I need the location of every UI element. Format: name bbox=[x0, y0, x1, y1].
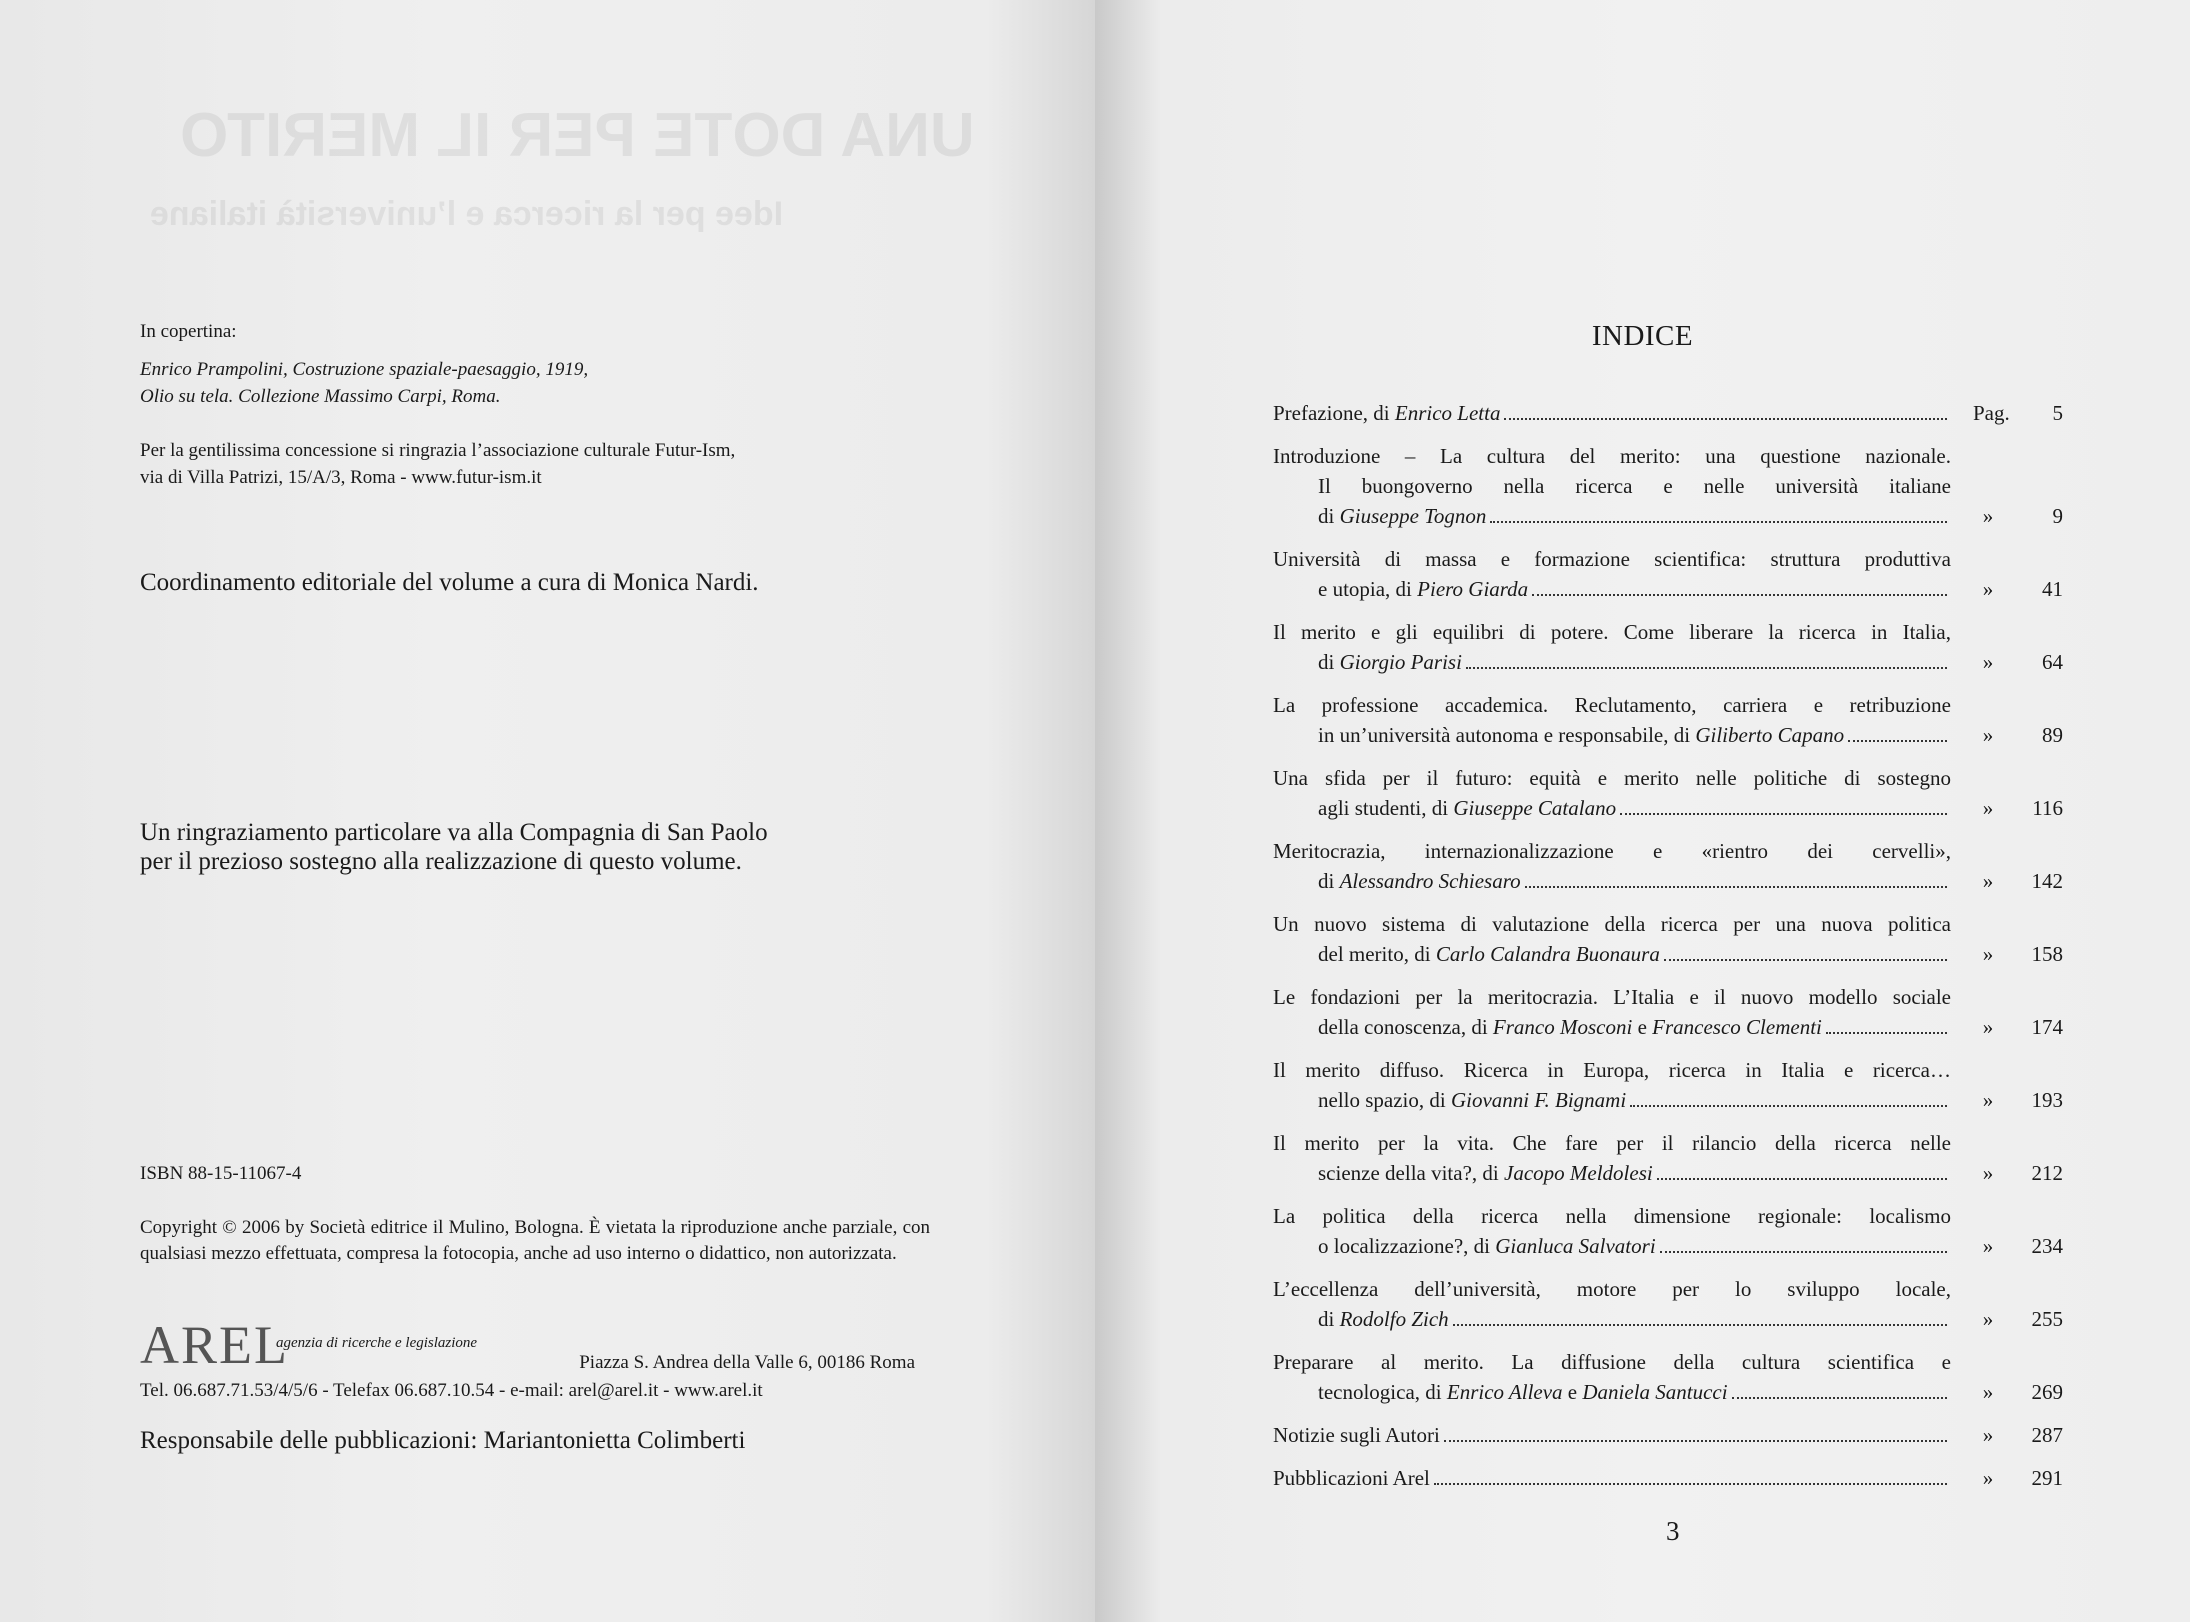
toc-entry-author-line bbox=[1318, 1304, 1449, 1334]
leader-dots bbox=[1826, 1031, 1947, 1034]
toc-entry bbox=[1273, 690, 2063, 750]
toc-entry-title: Un nuovo sistema di valutazione della ricerca per una nuova politica bbox=[1273, 912, 1951, 936]
isbn: ISBN 88-15-11067-4 bbox=[140, 1163, 302, 1184]
toc-page-number: 116 bbox=[2032, 796, 2063, 820]
toc-entry-title: Università di massa e formazione scientifica: struttura produttiva bbox=[1273, 547, 1951, 571]
toc-text: Notizie sugli Autori bbox=[1273, 1423, 1440, 1447]
toc-text: e bbox=[1632, 1015, 1653, 1039]
leader-dots bbox=[1848, 739, 1947, 742]
leader-dots bbox=[1444, 1439, 1947, 1442]
toc-page-number: 255 bbox=[2031, 1307, 2063, 1331]
toc-entry-author-line bbox=[1318, 574, 1528, 604]
toc-text: nello spazio, di bbox=[1318, 1088, 1451, 1112]
toc-page-number: 193 bbox=[2031, 1088, 2063, 1112]
toc-entry-author-line bbox=[1318, 939, 1660, 969]
toc-text: della conoscenza, di bbox=[1318, 1015, 1493, 1039]
leader-dots bbox=[1660, 1250, 1947, 1253]
toc-author: Jacopo Meldolesi bbox=[1504, 1161, 1653, 1185]
toc-entry-title: La professione accademica. Reclutamento, carriera e retribuzione bbox=[1273, 693, 1951, 717]
toc-page-marker: » bbox=[1982, 1380, 1994, 1404]
toc-page-marker: » bbox=[1982, 504, 1994, 528]
toc-entry bbox=[1273, 1274, 2063, 1334]
arel-block bbox=[140, 1315, 930, 1378]
toc-entry bbox=[1273, 1347, 2063, 1407]
toc-page-number: 234 bbox=[2031, 1234, 2063, 1258]
toc-entry-author-line bbox=[1318, 501, 1486, 531]
toc-entry bbox=[1273, 763, 2063, 823]
toc-author: Franco Mosconi bbox=[1492, 1015, 1633, 1039]
toc-author: Giliberto Capano bbox=[1695, 723, 1845, 747]
toc-entry-title: La politica della ricerca nella dimensione regionale: localismo bbox=[1273, 1204, 1951, 1228]
toc-entry bbox=[1273, 441, 2063, 531]
toc-page-number: 287 bbox=[2031, 1423, 2063, 1447]
special-thanks-line-1: Un ringraziamento particolare va alla Compagnia di San Paolo bbox=[140, 819, 768, 846]
toc-text: tecnologica, di bbox=[1318, 1380, 1447, 1404]
toc-author: Daniela Santucci bbox=[1582, 1380, 1728, 1404]
toc-page-marker: » bbox=[1982, 723, 1994, 747]
leader-dots bbox=[1434, 1482, 1947, 1485]
toc-text: in un’università autonoma e responsabile, di bbox=[1318, 723, 1696, 747]
thanks-line-1: Per la gentilissima concessione si ringrazia l’associazione culturale Futur-Ism, bbox=[140, 440, 736, 461]
arel-tagline: agenzia di ricerche e legislazione bbox=[276, 1335, 478, 1351]
toc-entry-title: Una sfida per il futuro: equità e merito nelle politiche di sostegno bbox=[1273, 766, 1951, 790]
toc-entry-title: Le fondazioni per la meritocrazia. L’Italia e il nuovo modello sociale bbox=[1273, 985, 1951, 1009]
toc-text: di bbox=[1318, 869, 1340, 893]
toc-page-number: 5 bbox=[2052, 401, 2063, 425]
toc-page-number: 291 bbox=[2031, 1466, 2063, 1490]
editorial-coordination: Coordinamento editoriale del volume a cura di Monica Nardi. bbox=[140, 569, 759, 596]
show-through-subtitle: Idee per la ricerca e l’università italiane bbox=[150, 195, 784, 233]
toc-author: Giuseppe Catalano bbox=[1453, 796, 1617, 820]
toc-entry bbox=[1273, 909, 2063, 969]
toc-author: Giuseppe Tognon bbox=[1339, 504, 1487, 528]
toc-text: del merito, di bbox=[1318, 942, 1436, 966]
toc-author: Enrico Letta bbox=[1394, 401, 1501, 425]
toc-entry-author-line bbox=[1318, 1377, 1728, 1407]
toc-entry-title: Il merito diffuso. Ricerca in Europa, ricerca in Italia e ricerca… bbox=[1273, 1058, 1951, 1082]
toc-page-marker: » bbox=[1982, 942, 1994, 966]
toc-entry-title: Preparare al merito. La diffusione della cultura scientifica e bbox=[1273, 1350, 1951, 1374]
toc-page-marker: » bbox=[1982, 869, 1994, 893]
table-of-contents bbox=[1273, 398, 2063, 1506]
toc-page-marker: » bbox=[1982, 1088, 1994, 1112]
copyright-notice: Copyright © 2006 by Società editrice il Mulino, Bologna. È vietata la riproduzione anche parziale, con qualsiasi mezzo effettuata, compresa la fotocopia, anche ad uso interno o didattico, non autorizzata. bbox=[140, 1217, 930, 1264]
toc-author: Giorgio Parisi bbox=[1339, 650, 1462, 674]
arel-logo: AREL bbox=[140, 1315, 289, 1375]
toc-page-marker: » bbox=[1982, 1161, 1994, 1185]
toc-author: Piero Giarda bbox=[1417, 577, 1529, 601]
toc-entry-author-line bbox=[1273, 1420, 1440, 1450]
publications-responsible: Responsabile delle pubblicazioni: Mariantonietta Colimberti bbox=[140, 1427, 746, 1454]
toc-entry bbox=[1273, 617, 2063, 677]
toc-page-marker: » bbox=[1982, 1015, 1994, 1039]
toc-entry-author-line bbox=[1318, 1158, 1653, 1188]
toc-entry-author-line bbox=[1318, 647, 1462, 677]
toc-entry-title-cont: Il buongoverno nella ricerca e nelle università italiane bbox=[1318, 474, 1951, 498]
cover-credit-line-1: Enrico Prampolini, Costruzione spaziale-paesaggio, 1919, bbox=[140, 359, 589, 380]
toc-entry-author-line bbox=[1318, 866, 1521, 896]
toc-page-marker: » bbox=[1982, 650, 1994, 674]
toc-entry bbox=[1273, 1055, 2063, 1115]
toc-entry bbox=[1273, 982, 2063, 1042]
toc-text: e utopia, di bbox=[1318, 577, 1418, 601]
toc-author: Carlo Calandra Buonaura bbox=[1435, 942, 1660, 966]
toc-author: Francesco Clementi bbox=[1652, 1015, 1822, 1039]
toc-entry-author-line bbox=[1318, 1012, 1822, 1042]
toc-text: scienze della vita?, di bbox=[1318, 1161, 1504, 1185]
toc-page-number: 269 bbox=[2031, 1380, 2063, 1404]
toc-entry-author-line bbox=[1273, 1463, 1430, 1493]
toc-text: Pubblicazioni Arel bbox=[1273, 1466, 1430, 1490]
cover-credit-line-2: Olio su tela. Collezione Massimo Carpi, Roma. bbox=[140, 386, 501, 407]
leader-dots bbox=[1732, 1396, 1947, 1399]
toc-page-marker: » bbox=[1982, 1234, 1994, 1258]
toc-page-number: 158 bbox=[2031, 942, 2063, 966]
leader-dots bbox=[1525, 885, 1947, 888]
toc-author: Alessandro Schiesaro bbox=[1339, 869, 1521, 893]
toc-page-number: 89 bbox=[2042, 723, 2063, 747]
toc-text: e bbox=[1562, 1380, 1583, 1404]
toc-entry-title: Il merito e gli equilibri di potere. Come liberare la ricerca in Italia, bbox=[1273, 620, 1951, 644]
toc-text: di bbox=[1318, 504, 1340, 528]
toc-entry-title: L’eccellenza dell’università, motore per lo sviluppo locale, bbox=[1273, 1277, 1951, 1301]
index-title: INDICE bbox=[1591, 320, 1694, 352]
toc-page-number: 64 bbox=[2042, 650, 2063, 674]
toc-entry bbox=[1273, 398, 2063, 428]
page-number: 3 bbox=[1666, 1516, 1680, 1546]
leader-dots bbox=[1453, 1323, 1947, 1326]
leader-dots bbox=[1664, 958, 1947, 961]
thanks-line-2: via di Villa Patrizi, 15/A/3, Roma - www.futur-ism.it bbox=[140, 467, 542, 488]
cover-label: In copertina: bbox=[140, 321, 237, 342]
leader-dots bbox=[1504, 417, 1947, 420]
toc-page-number: 212 bbox=[2031, 1161, 2063, 1185]
toc-entry bbox=[1273, 1463, 2063, 1493]
toc-text: di bbox=[1318, 1307, 1340, 1331]
leader-dots bbox=[1620, 812, 1947, 815]
toc-text: agli studenti, di bbox=[1318, 796, 1454, 820]
toc-page-number: 142 bbox=[2031, 869, 2063, 893]
toc-entry-author-line bbox=[1318, 1085, 1626, 1115]
toc-entry-author-line bbox=[1318, 1231, 1656, 1261]
toc-entry-title: Il merito per la vita. Che fare per il rilancio della ricerca nelle bbox=[1273, 1131, 1951, 1155]
special-thanks-line-2: per il prezioso sostegno alla realizzazione di questo volume. bbox=[140, 848, 742, 875]
toc-page-number: 41 bbox=[2042, 577, 2063, 601]
toc-author: Gianluca Salvatori bbox=[1495, 1234, 1656, 1258]
toc-page-marker: » bbox=[1982, 577, 1994, 601]
toc-text: di bbox=[1318, 650, 1340, 674]
leader-dots bbox=[1490, 520, 1947, 523]
toc-page-marker: » bbox=[1982, 1466, 1994, 1490]
toc-entry bbox=[1273, 1128, 2063, 1188]
toc-page-marker: » bbox=[1982, 1307, 1994, 1331]
toc-entry bbox=[1273, 836, 2063, 896]
toc-entry bbox=[1273, 1420, 2063, 1450]
toc-entry-author-line bbox=[1318, 720, 1844, 750]
leader-dots bbox=[1532, 593, 1947, 596]
toc-author: Giovanni F. Bignami bbox=[1450, 1088, 1627, 1112]
toc-author: Rodolfo Zich bbox=[1339, 1307, 1449, 1331]
toc-text: Prefazione, di bbox=[1273, 401, 1395, 425]
toc-entry bbox=[1273, 544, 2063, 604]
toc-entry bbox=[1273, 1201, 2063, 1261]
show-through-text: UNA DOTE PER IL MERITO bbox=[180, 101, 975, 170]
toc-author: Enrico Alleva bbox=[1446, 1380, 1563, 1404]
arel-address: Piazza S. Andrea della Valle 6, 00186 Roma bbox=[579, 1352, 915, 1373]
toc-page-marker: » bbox=[1982, 1423, 1994, 1447]
toc-entry-title: Introduzione – La cultura del merito: una questione nazionale. bbox=[1273, 444, 1951, 468]
toc-page-marker: Pag. bbox=[1973, 401, 2010, 425]
toc-text: o localizzazione?, di bbox=[1318, 1234, 1496, 1258]
toc-page-marker: » bbox=[1982, 796, 1994, 820]
toc-entry-author-line bbox=[1273, 398, 1500, 428]
toc-page-number: 9 bbox=[2052, 504, 2063, 528]
toc-entry-title: Meritocrazia, internazionalizzazione e «rientro dei cervelli», bbox=[1273, 839, 1951, 863]
leader-dots bbox=[1630, 1104, 1947, 1107]
arel-contacts: Tel. 06.687.71.53/4/5/6 - Telefax 06.687.10.54 - e-mail: arel@arel.it - www.arel.it bbox=[140, 1380, 763, 1401]
leader-dots bbox=[1466, 666, 1947, 669]
leader-dots bbox=[1657, 1177, 1947, 1180]
toc-entry-author-line bbox=[1318, 793, 1616, 823]
toc-page-number: 174 bbox=[2031, 1015, 2063, 1039]
